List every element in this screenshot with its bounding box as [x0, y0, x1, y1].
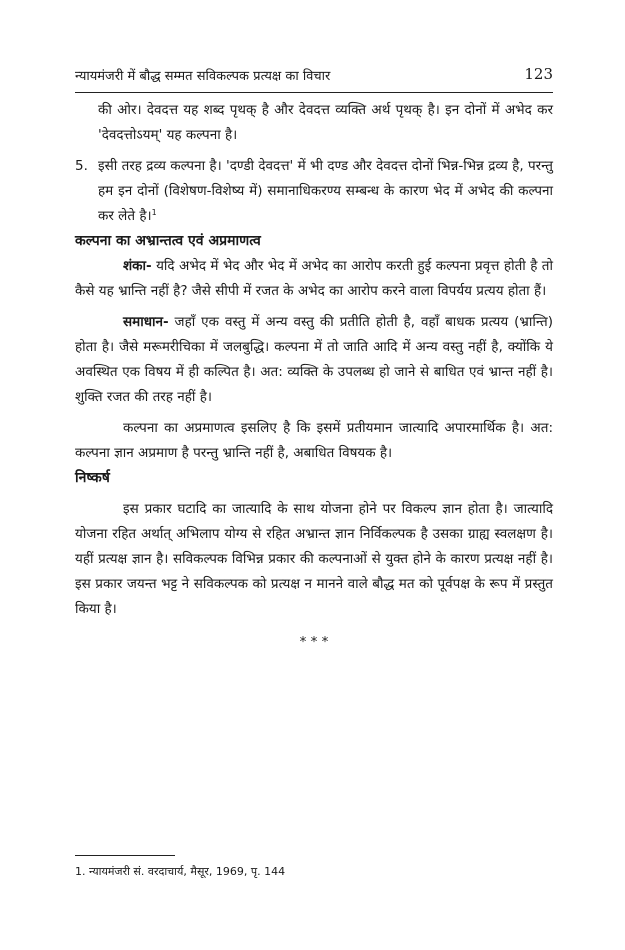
- footnote-ref: 1: [151, 208, 157, 217]
- page-number: 123: [524, 65, 553, 83]
- footnote-rule: [75, 855, 175, 856]
- header-title: न्यायमंजरी में बौद्ध सम्मत सविकल्पक प्रत्यक्ष का विचार: [75, 69, 331, 84]
- header-rule: [75, 92, 553, 93]
- section-heading-nishkarsh: निष्कर्ष: [75, 470, 110, 486]
- paragraph-samadhan: समाधान- जहाँ एक वस्तु में अन्य वस्तु की प्रतीति होती है, वहाँ बाधक प्रत्यय (भ्रान्ति) होता है। जैसे मरूमरीचिका में जलबुद्धि। कल्पना में तो जाति आदि में अन्य वस्तु नहीं है, क्योंकि ये अवस्थित एक विषय में ही कल्पित है। अत: व्यक्ति के उपलब्ध हो जाने से बाधित एवं भ्रान्त नहीं है। शुक्ति रजत की तरह नहीं है।: [75, 314, 553, 405]
- section-heading: कल्पना का अभ्रान्तत्व एवं अप्रमाणत्व: [75, 233, 261, 249]
- footnote: 1. न्यायमंजरी सं. वरदाचार्य, मैसूर, 1969, पृ. 144: [75, 865, 286, 878]
- shanka-label: शंका-: [123, 258, 152, 274]
- samadhan-label: समाधान-: [123, 314, 169, 330]
- list-item-5: [75, 154, 553, 229]
- paragraph-nishkarsh: इस प्रकार घटादि का जात्यादि के साथ योजना होने पर विकल्प ज्ञान होता है। जात्यादि योजना रहित अर्थात् अभिलाप योग्य से रहित अभ्रान्त ज्ञान निर्विकल्पक है उसका ग्राह्य स्वलक्षण है। यहीं प्रत्यक्ष ज्ञान है। सविकल्पक विभिन्न प्रकार की कल्पनाओं से युक्त होने के कारण प्रत्यक्ष नहीं है। इस प्रकार जयन्त भट्ट ने सविकल्पक को प्रत्यक्ष न मानने वाले बौद्ध मत को पूर्वपक्ष के रूप में प्रस्तुत किया है।: [75, 501, 553, 617]
- body-text: [75, 98, 553, 655]
- section-separator: * * *: [299, 634, 329, 650]
- paragraph-apramanya: कल्पना का अप्रमाणत्व इसलिए है कि इसमें प्रतीयमान जात्यादि अपारमार्थिक है। अत: कल्पना ज्ञान अप्रमाण है परन्तु भ्रान्ति नहीं है, अबाधित विषयक है।: [75, 420, 553, 461]
- paragraph-continued: की ओर। देवदत्त यह शब्द पृथक् है और देवदत्त व्यक्ति अर्थ पृथक् है। इन दोनों में अभेद कर 'देवदत्तोऽयम्' यह कल्पना है।: [98, 102, 553, 143]
- running-header: [75, 66, 553, 88]
- paragraph-shanka: शंका- यदि अभेद में भेद और भेद में अभेद का आरोप करती हुई कल्पना प्रवृत्त होती है तो कैसे यह भ्रान्ति नहीं है? जैसे सीपी में रजत के अभेद का आरोप करने वाला विपर्यय प्रत्यय होता हैं।: [75, 258, 553, 299]
- list-item-text: इसी तरह द्रव्य कल्पना है। 'दण्डी देवदत्त' में भी दण्ड और देवदत्त दोनों भिन्न-भिन्न द्रव्य है, परन्तु हम इन दोनों (विशेषण-विशेष्य में) समानाधिकरण्य सम्बन्ध के कारण भेद में अभेद की कल्पना कर लेते है।$^1$: [98, 158, 553, 224]
- list-item-number: 5.: [75, 158, 88, 174]
